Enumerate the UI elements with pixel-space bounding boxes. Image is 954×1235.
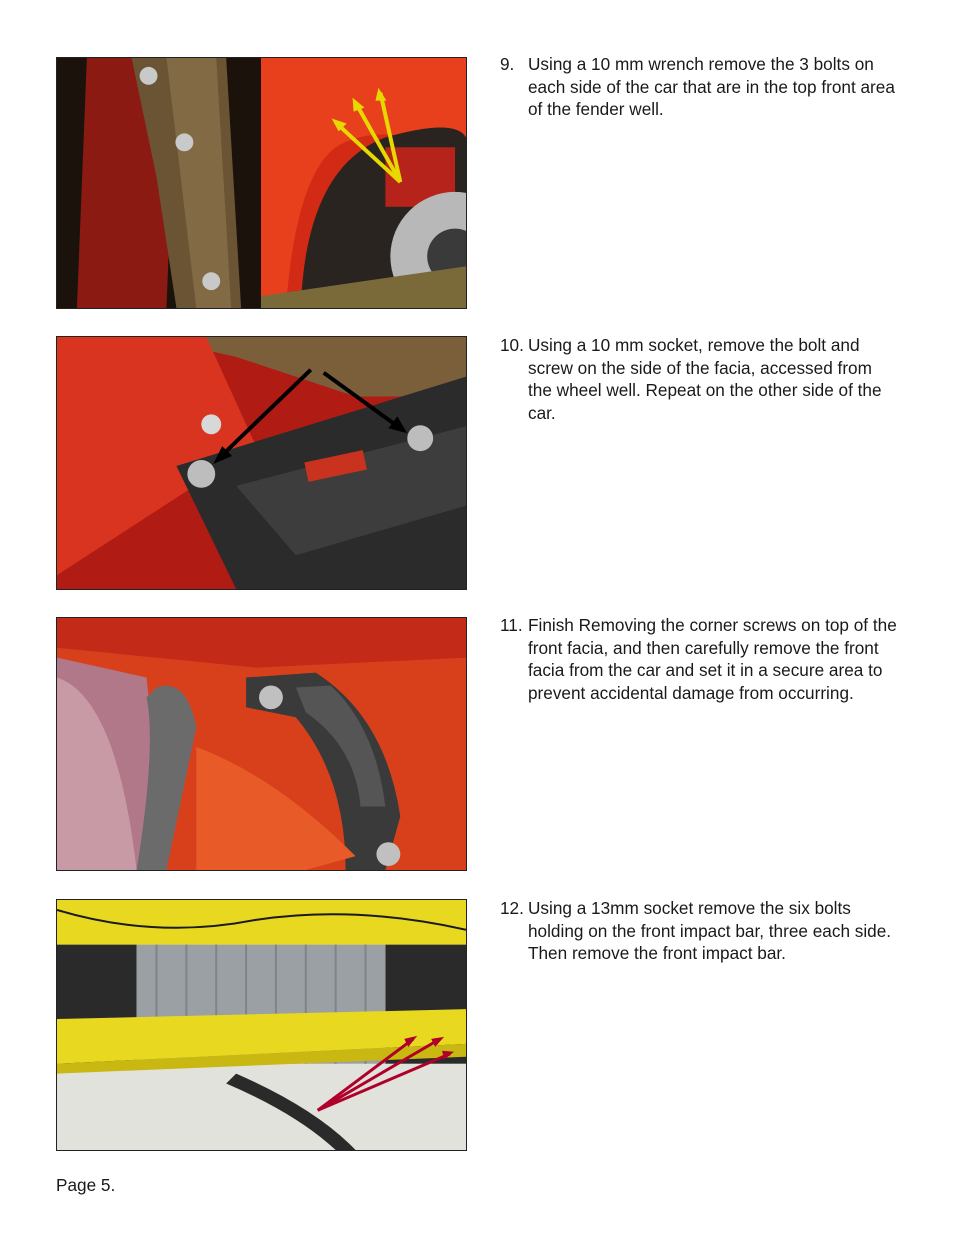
- step-text: Using a 13mm socket remove the six bolts holding on the front impact bar, three each side. Then remove the front impact bar.: [528, 898, 892, 964]
- step-number: 11.: [500, 615, 523, 635]
- step-number: 12.: [500, 898, 524, 918]
- step-10: [500, 334, 900, 424]
- photo-corner-screws: [56, 617, 467, 871]
- photo-impact-bar: [56, 899, 467, 1151]
- step-number: 10.: [500, 335, 524, 355]
- photo-facia-bolt-screw: [56, 336, 467, 590]
- step-11: [500, 614, 900, 704]
- step-12: [500, 897, 900, 965]
- step-9: [500, 53, 900, 121]
- photo-fender-bolts: [56, 57, 467, 309]
- step-number: 9.: [500, 54, 515, 74]
- step-text: Using a 10 mm wrench remove the 3 bolts on each side of the car that are in the top front area of the fender well.: [528, 54, 895, 120]
- step-text: Finish Removing the corner screws on top of the front facia, and then carefully remove the front facia from the car and set it in a secure area to prevent accidental damage from occurring.: [528, 615, 897, 703]
- step-text: Using a 10 mm socket, remove the bolt and screw on the side of the facia, accessed from the wheel well. Repeat on the other side of the car.: [528, 335, 882, 423]
- page-number: Page 5.: [56, 1175, 116, 1195]
